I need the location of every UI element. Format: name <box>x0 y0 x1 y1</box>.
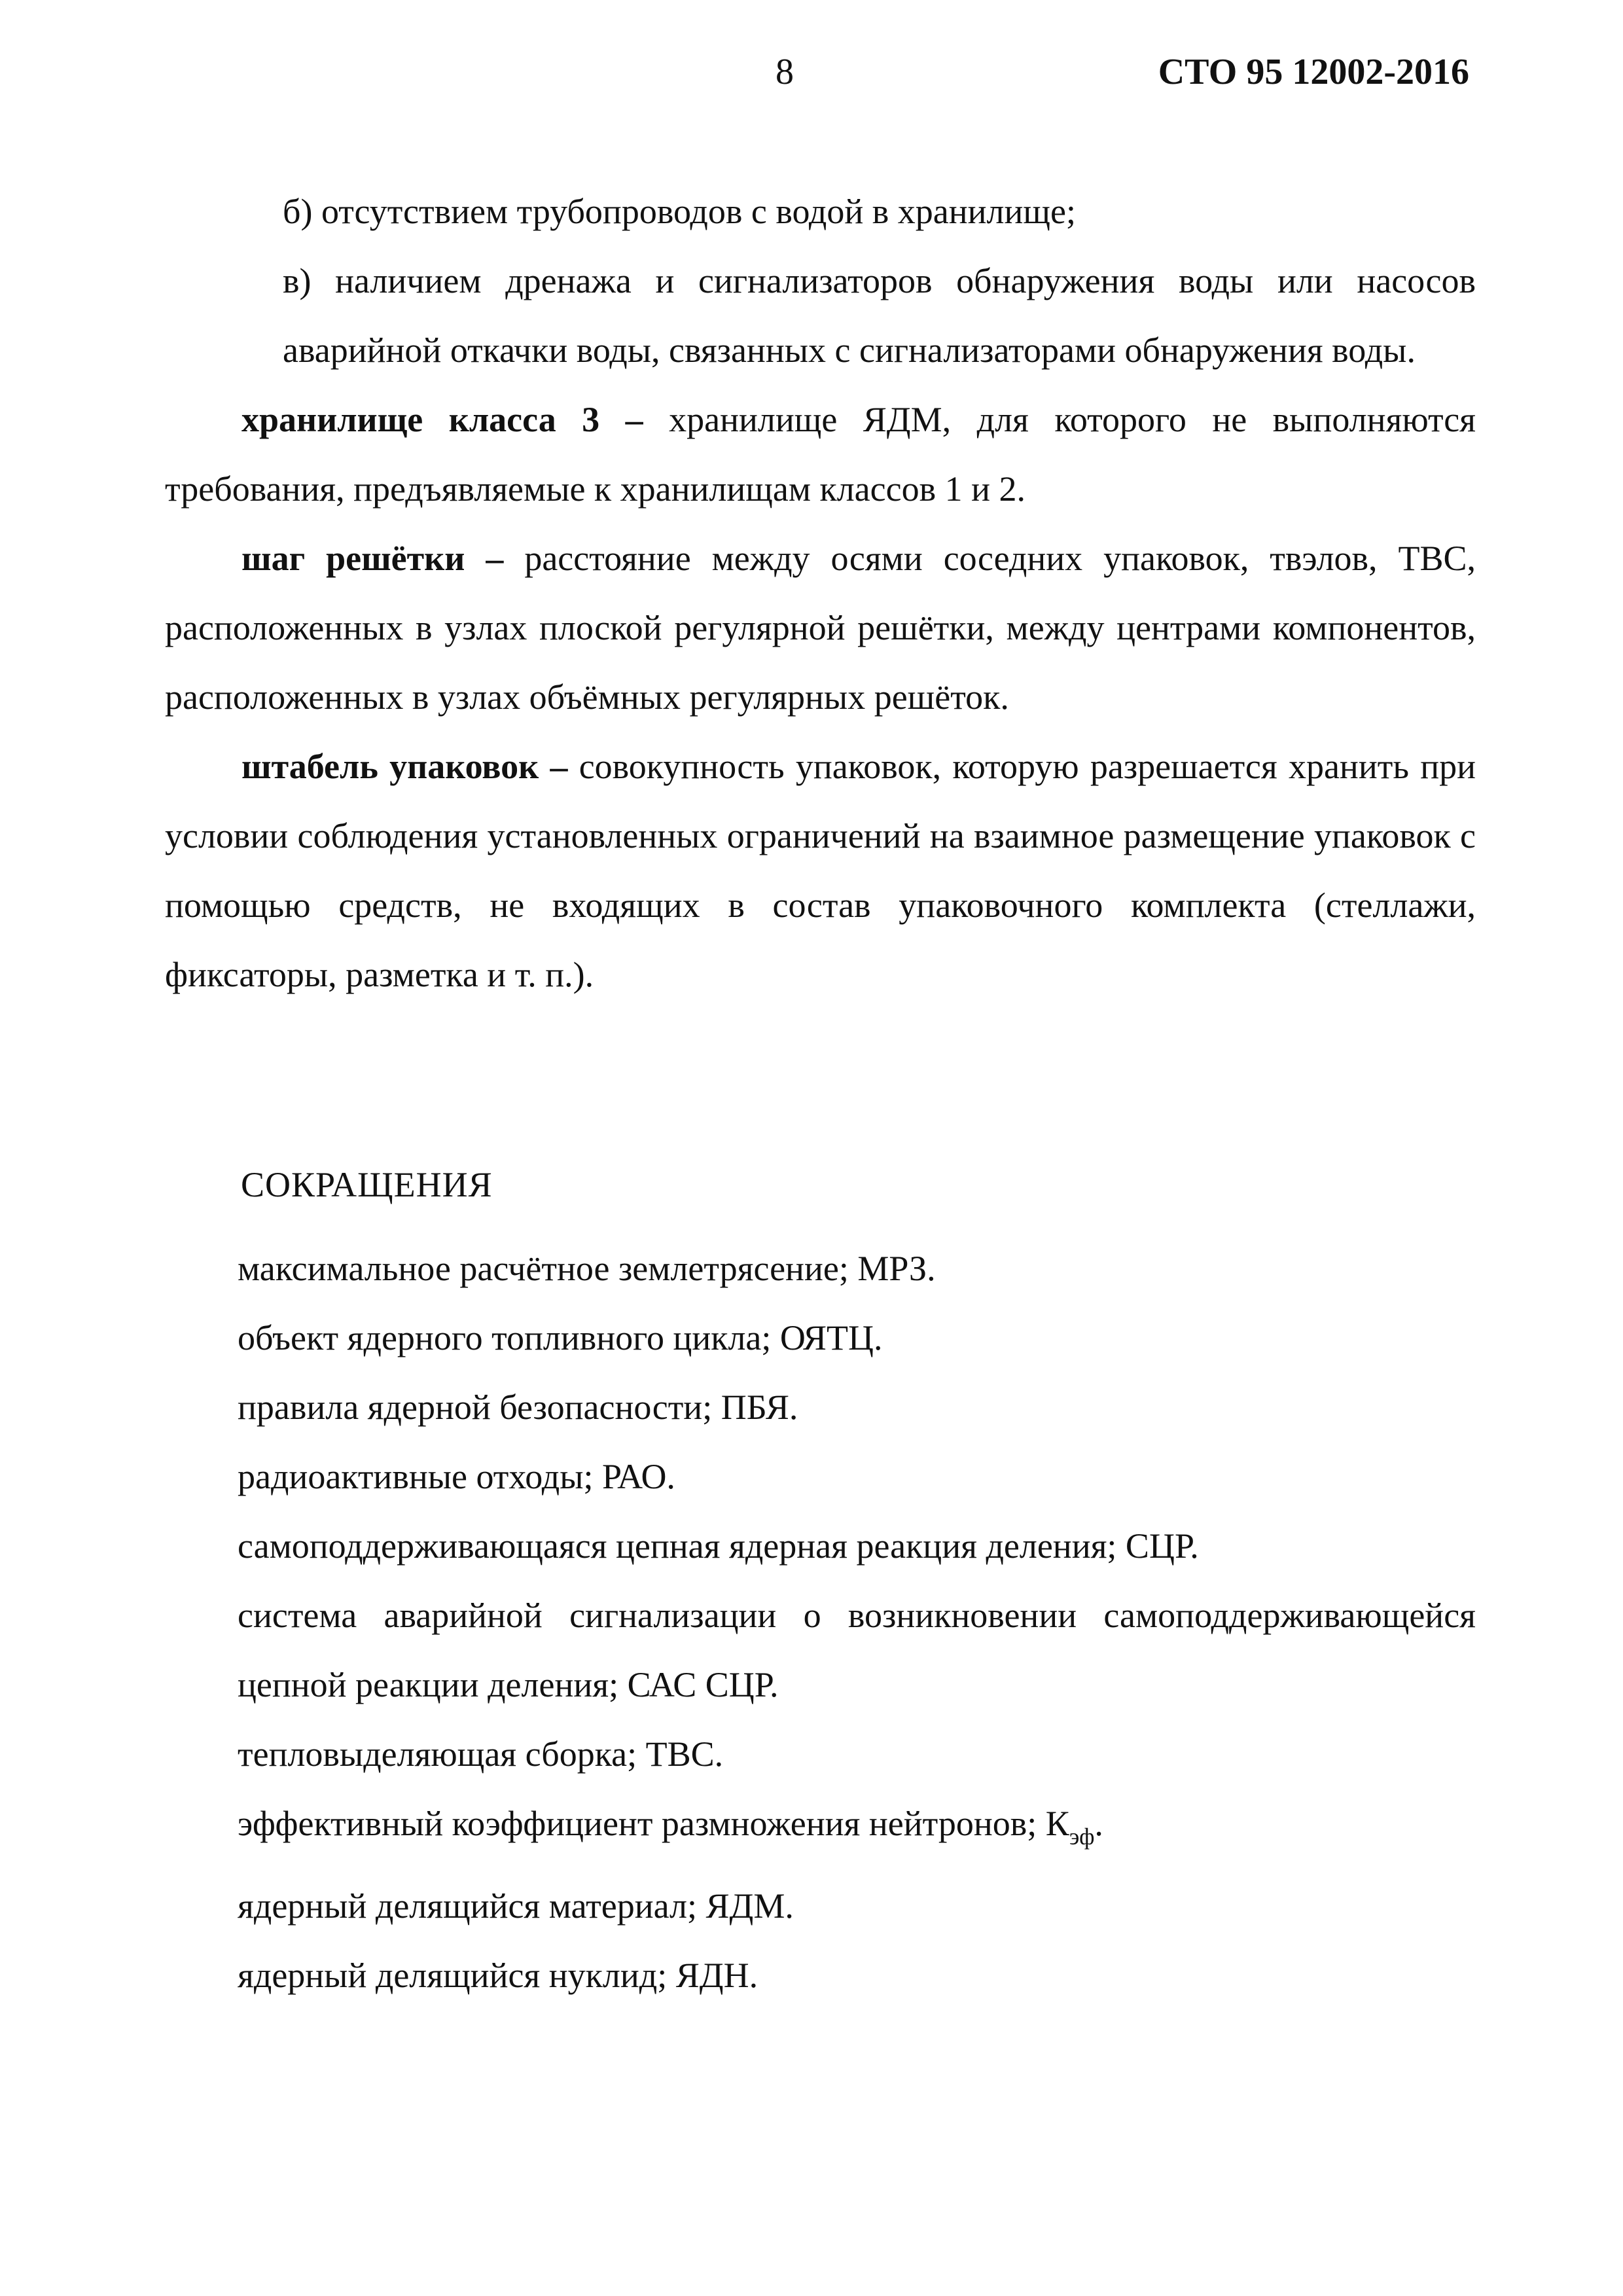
definition-text: совокупность упаковок, которую разрешается хранить при условии соблюдения установленных ограничений на взаимное размещение упаковок с помощью средств, не входящих в состав упаковочного комплекта (стеллажи, фиксаторы, разметка и т. п.). <box>165 747 1476 994</box>
definition-paragraph <box>165 732 1476 1009</box>
document-code: СТО 95 12002-2016 <box>1158 52 1469 92</box>
abbreviations-list <box>238 1234 1476 2010</box>
section-heading-abbreviations: СОКРАЩЕНИЯ <box>241 1165 493 1204</box>
abbreviation-item: ядерный делящийся нуклид; ЯДН. <box>238 1956 758 1995</box>
abbreviation-text: эффективный коэффициент размножения нейтронов; К <box>238 1804 1069 1843</box>
subscript: эф <box>1069 1823 1095 1850</box>
abbreviation-item: объект ядерного топливного цикла; ОЯТЦ. <box>238 1318 883 1357</box>
definition-term: штабель упаковок <box>241 747 539 786</box>
abbreviation-item: радиоактивные отходы; РАО. <box>238 1457 675 1496</box>
abbreviation-item <box>238 1789 1476 1871</box>
definition-paragraph <box>165 524 1476 732</box>
definition-dash: – <box>599 400 669 439</box>
abbreviation-item: самоподдерживающаяся цепная ядерная реакция деления; СЦР. <box>238 1526 1199 1566</box>
abbreviation-item: система аварийной сигнализации о возникновении самоподдерживающейся цепной реакции деления; САС СЦР. <box>238 1596 1476 1704</box>
abbreviation-item: ядерный делящийся материал; ЯДМ. <box>238 1886 794 1926</box>
abbreviation-item: тепловыделяющая сборка; ТВС. <box>238 1734 724 1774</box>
abbreviation-suffix: . <box>1094 1804 1103 1843</box>
list-item: в) наличием дренажа и сигнализаторов обнаружения воды или насосов аварийной откачки воды, связанных с сигнализаторами обнаружения воды. <box>283 261 1476 370</box>
abbreviation-item: максимальное расчётное землетрясение; МРЗ. <box>238 1249 936 1288</box>
definition-term: хранилище класса 3 <box>241 400 600 439</box>
definition-text: хранилище ЯДМ, для которого не выполняются требования, предъявляемые к хранилищам классов 1 и 2. <box>165 400 1476 509</box>
page-number: 8 <box>776 52 794 92</box>
definition-dash: – <box>539 747 579 786</box>
definition-term: шаг решётки <box>241 539 465 578</box>
definition-text: расстояние между осями соседних упаковок, твэлов, ТВС, расположенных в узлах плоской регулярной решётки, между центрами компонентов, расположенных в узлах объёмных регулярных решёток. <box>165 539 1476 717</box>
definition-dash: – <box>465 539 525 578</box>
definitions-body <box>165 177 1476 1009</box>
list-item: б) отсутствием трубопроводов с водой в хранилище; <box>283 192 1076 231</box>
abbreviation-item: правила ядерной безопасности; ПБЯ. <box>238 1388 798 1427</box>
definition-paragraph <box>165 385 1476 524</box>
